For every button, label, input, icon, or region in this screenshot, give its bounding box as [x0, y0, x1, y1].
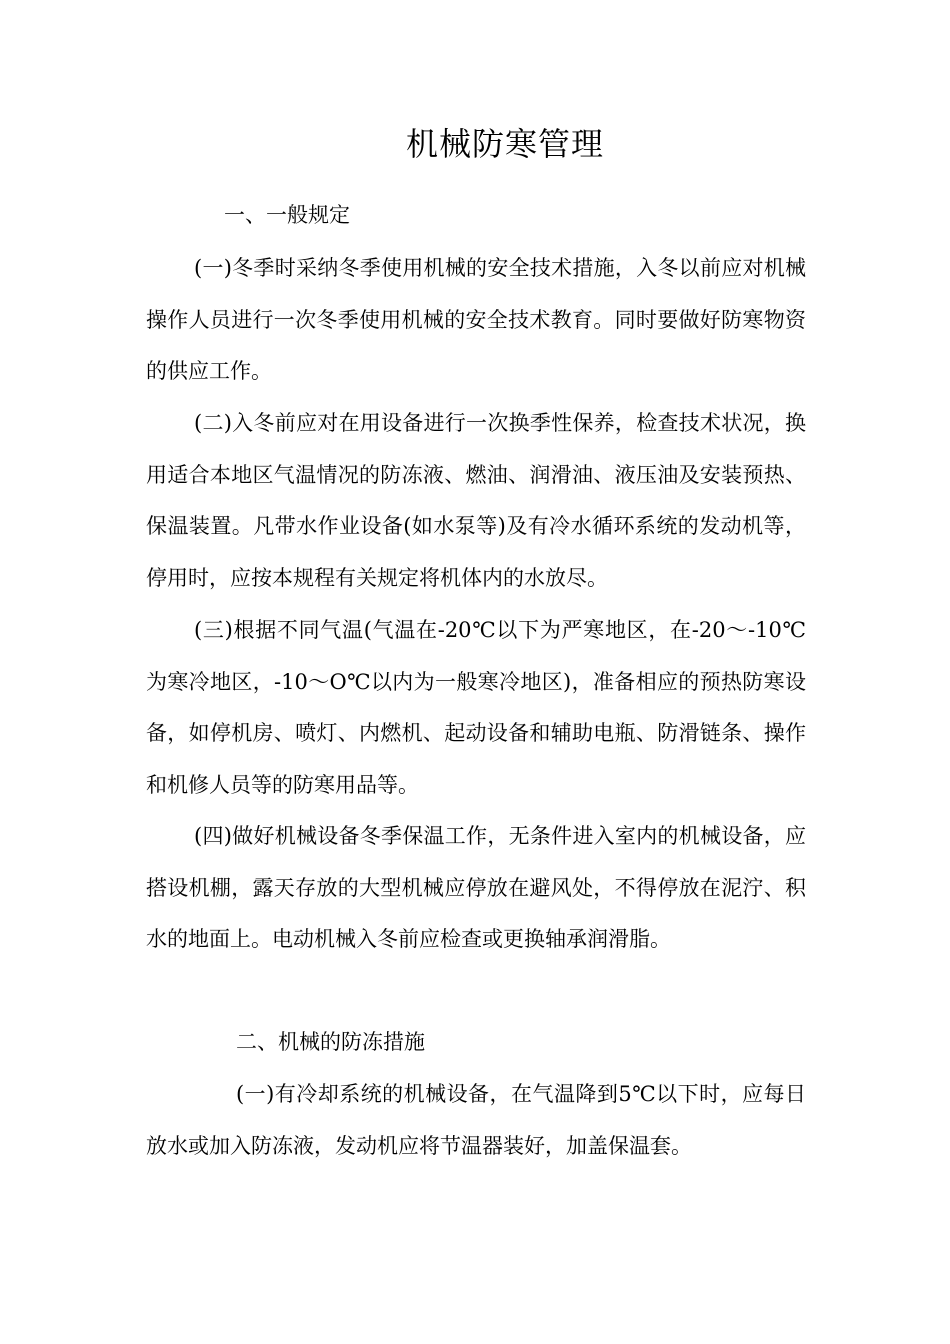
paragraph-1: (一)冬季时采纳冬季使用机械的安全技术措施，入冬以前应对机械操作人员进行一次冬季使用机械的安全技术教育。同时要做好防寒物资的供应工作。 — [146, 256, 806, 383]
document-title: 机械防寒管理 — [405, 125, 604, 163]
paragraph-2: (二)入冬前应对在用设备进行一次换季性保养，检查技术状况，换用适合本地区气温情况的防冻液、燃油、润滑油、液压油及安装预热、保温装置。凡带水作业设备(如水泵等)及有冷水循环系统的发动机等，停用时，应按本规程有关规定将机体内的水放尽。 — [146, 411, 806, 590]
paragraph-4: (四)做好机械设备冬季保温工作，无条件进入室内的机械设备，应搭设机棚，露天存放的大型机械应停放在避风处，不得停放在泥泞、积水的地面上。电动机械入冬前应检查或更换轴承润滑脂。 — [146, 824, 806, 951]
paragraph-3: (三)根据不同气温(气温在-20℃以下为严寒地区，在-20～-10℃为寒冷地区，-10～O℃以内为一般寒冷地区)，准备相应的预热防寒设备，如停机房、喷灯、内燃机、起动设备和辅助电瓶、防滑链条、操作和机修人员等的防寒用品等。 — [146, 618, 806, 797]
section-heading-antifreeze-measures: 二、机械的防冻措施 — [236, 1030, 425, 1054]
paragraph-5: (一)有冷却系统的机械设备，在气温降到5℃以下时，应每日放水或加入防冻液，发动机应将节温器装好，加盖保温套。 — [146, 1082, 806, 1158]
section-heading-general-rules: 一、一般规定 — [224, 203, 350, 227]
